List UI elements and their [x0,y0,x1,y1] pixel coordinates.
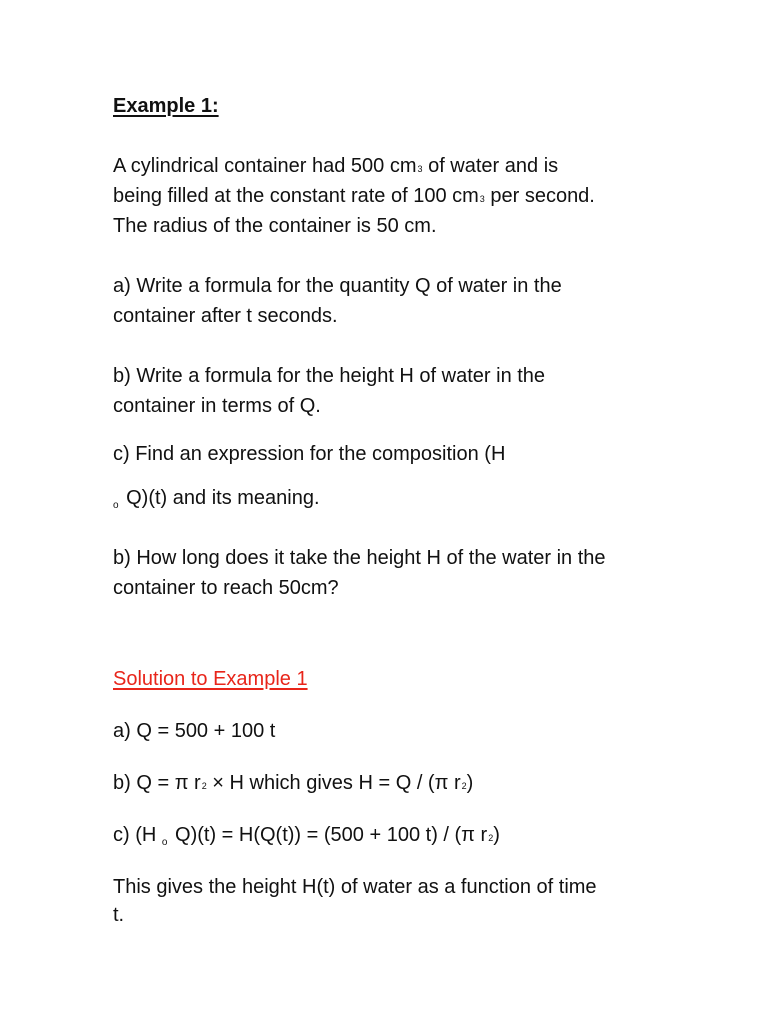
answer-b [113,768,473,798]
answer-text: b) Q = π r [113,772,201,794]
intro-text: per second. [484,185,595,207]
solution-heading: Solution to Example 1 [113,668,308,690]
answer-text: Q)(t) = H(Q(t)) = (500 + 100 t) / (π r [169,824,488,846]
question-d-line-2: container to reach 50cm? [113,577,339,599]
intro-line-1 [113,151,558,181]
answer-text: × H which gives H = Q / (π r [206,772,461,794]
question-a-line-1: a) Write a formula for the quantity Q of water in the [113,275,562,297]
question-text: Q)(t) and its meaning. [120,487,320,509]
question-b-line-1: b) Write a formula for the height H of water in the [113,365,546,387]
composition-symbol: o [161,837,168,848]
superscript: 2 [488,833,494,843]
intro-line-3: The radius of the container is 50 cm. [113,215,437,237]
superscript: 3 [479,194,485,204]
answer-a: a) Q = 500 + 100 t [113,720,276,742]
question-c-line-1: c) Find an expression for the composition (H [113,443,506,465]
answer-text: ) [493,824,500,846]
superscript: 2 [461,781,467,791]
intro-text: of water and is [422,155,559,177]
question-b-line-2: container in terms of Q. [113,395,321,417]
superscript: 3 [417,164,423,174]
answer-c [113,820,500,854]
example-heading: Example 1: [113,95,219,117]
intro-line-2 [113,181,595,211]
superscript: 2 [201,781,207,791]
intro-text: being filled at the constant rate of 100 cm [113,185,479,207]
question-d-line-1: b) How long does it take the height H of the water in the [113,547,606,569]
answer-text: c) (H [113,824,162,846]
question-a-line-2: container after t seconds. [113,305,338,327]
intro-text: A cylindrical container had 500 cm [113,155,417,177]
conclusion-line-1: This gives the height H(t) of water as a function of time [113,876,597,898]
question-c-line-2 [113,483,320,517]
composition-symbol: o [113,500,119,511]
conclusion-line-2: t. [113,904,125,926]
answer-text: ) [466,772,474,794]
